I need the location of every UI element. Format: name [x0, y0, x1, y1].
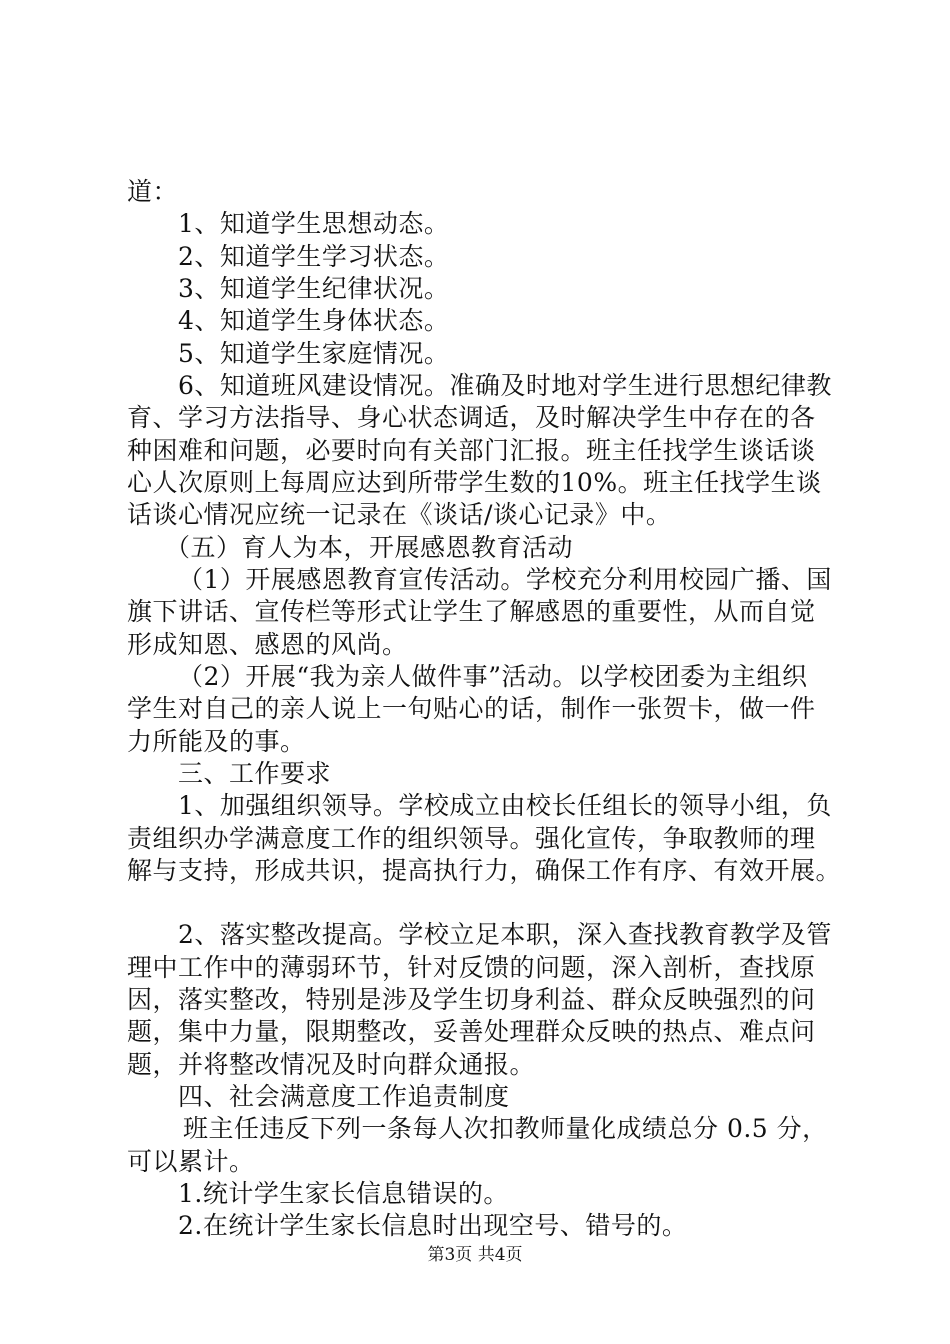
text-line: 话谈心情况应统一记录在《谈话/谈心记录》中。: [127, 500, 672, 529]
text-line: 旗下讲话、宣传栏等形式让学生了解感恩的重要性，从而自觉: [127, 597, 816, 626]
text-line: 形成知恩、感恩的风尚。: [127, 630, 408, 659]
text-line: 2.在统计学生家长信息时出现空号、错号的。: [178, 1211, 688, 1240]
text-line: 种困难和问题，必要时向有关部门汇报。班主任找学生谈话谈: [127, 436, 816, 465]
text-line: 3、知道学生纪律状况。: [178, 274, 450, 303]
section-heading: 三、工作要求: [178, 759, 332, 788]
text-line: 道：: [127, 177, 179, 206]
text-line: 学生对自己的亲人说上一句贴心的话，制作一张贺卡，做一件: [127, 694, 816, 723]
text-line: 班主任违反下列一条每人次扣教师量化成绩总分 0.5 分，: [183, 1114, 828, 1143]
text-line: 理中工作中的薄弱环节，针对反馈的问题，深入剖析，查找原: [127, 953, 816, 982]
text-line: 责组织办学满意度工作的组织领导。强化宣传，争取教师的理: [127, 824, 816, 853]
text-line: 1、加强组织领导。学校成立由校长任组长的领导小组，负: [178, 791, 832, 820]
text-line: 4、知道学生身体状态。: [178, 306, 450, 335]
page-footer: 第3页 共4页: [427, 1245, 523, 1265]
text-line: 题，集中力量，限期整改，妥善处理群众反映的热点、难点问: [127, 1017, 816, 1046]
text-line: 育、学习方法指导、身心状态调适，及时解决学生中存在的各: [127, 403, 816, 432]
text-line: （2）开展“我为亲人做件事”活动。以学校团委为主组织: [178, 662, 808, 691]
text-line: 力所能及的事。: [127, 727, 306, 756]
text-line: （1）开展感恩教育宣传活动。学校充分利用校园广播、国: [178, 565, 832, 594]
text-line: 6、知道班风建设情况。准确及时地对学生进行思想纪律教: [178, 371, 832, 400]
text-line: 可以累计。: [127, 1147, 255, 1176]
text-line: 5、知道学生家庭情况。: [178, 339, 450, 368]
text-line: 解与支持，形成共识，提高执行力，确保工作有序、有效开展。: [127, 856, 842, 885]
text-line: 题，并将整改情况及时向群众通报。: [127, 1050, 536, 1079]
text-line: 心人次原则上每周应达到所带学生数的10%。班主任找学生谈: [127, 468, 822, 497]
text-line: 2、落实整改提高。学校立足本职，深入查找教育教学及管: [178, 920, 832, 949]
text-line: 2、知道学生学习状态。: [178, 242, 450, 271]
section-heading: （五）育人为本，开展感恩教育活动: [165, 533, 574, 562]
text-line: 1.统计学生家长信息错误的。: [178, 1179, 509, 1208]
text-line: 1、知道学生思想动态。: [178, 209, 450, 238]
text-line: 因，落实整改，特别是涉及学生切身利益、群众反映强烈的问: [127, 985, 816, 1014]
section-heading: 四、社会满意度工作追责制度: [178, 1082, 510, 1111]
